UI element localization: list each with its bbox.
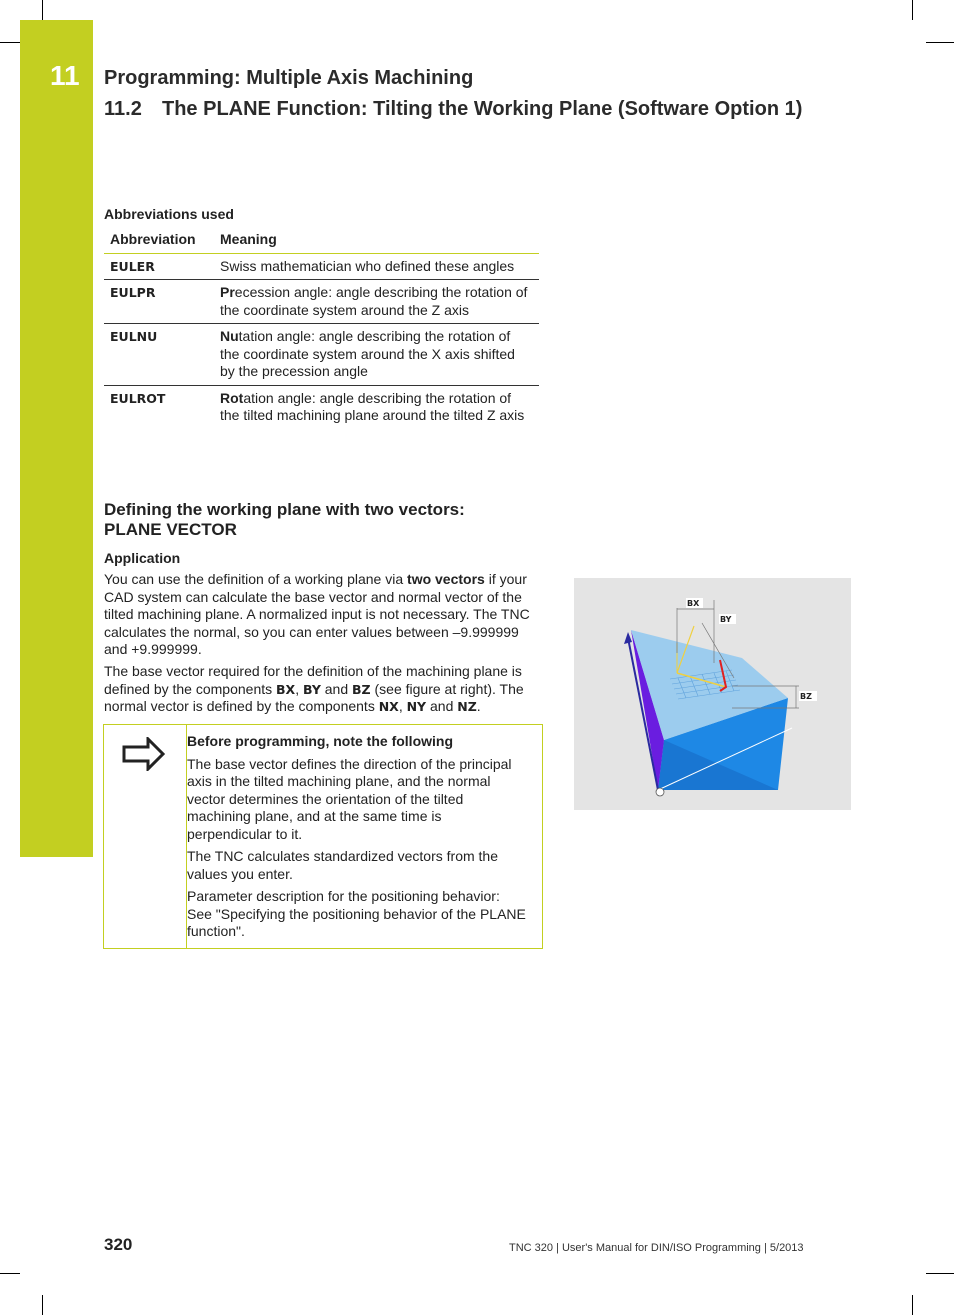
abbreviation-meaning — [214, 280, 539, 324]
abbreviations-table — [104, 228, 539, 429]
text: and — [426, 698, 458, 714]
param-nx: NX — [378, 699, 399, 714]
table-header-row — [104, 228, 539, 253]
paragraph-application — [104, 571, 546, 659]
section-number: 11.2 — [104, 98, 142, 120]
text: (see figure at right). The normal vector is defined by the components — [104, 680, 524, 714]
text: , — [295, 680, 303, 697]
section-heading-line2: PLANE VECTOR — [104, 520, 237, 539]
application-subheading: Application — [104, 550, 181, 566]
note-title — [187, 733, 527, 751]
meaning-text: ecession angle: angle describing the rotation of the coordinate system around the Z axis — [220, 284, 528, 318]
label-bx: BX — [687, 599, 700, 608]
note-text — [187, 733, 527, 946]
chapter-side-bar — [20, 20, 93, 857]
text: You can use the definition of a working plane via — [104, 571, 408, 587]
abbreviation-code: EULPR — [104, 280, 214, 324]
param-bx: BX — [276, 681, 296, 697]
text: and — [320, 680, 353, 697]
table-row — [104, 385, 539, 429]
note-paragraph: The base vector defines the direction of the principal axis in the tilted machining plane, and the normal vector determines the orientation of the tilted machining plane, and at the same time is perpendicular to it. — [187, 755, 512, 842]
label-by: BY — [720, 615, 732, 624]
abbreviation-meaning — [214, 253, 539, 280]
note-box — [103, 724, 543, 949]
meaning-prefix: Nu — [220, 328, 239, 344]
abbreviation-code: EULNU — [104, 324, 214, 386]
plane-vector-figure — [574, 578, 851, 810]
col-abbreviation: Abbreviation — [104, 228, 214, 253]
footer-text: TNC 320 | User's Manual for DIN/ISO Programming | 5/2013 — [509, 1242, 804, 1254]
label-bz: BZ — [800, 692, 812, 701]
meaning-prefix: Pr — [220, 284, 235, 300]
section-heading — [104, 500, 544, 540]
page-number: 320 — [104, 1235, 133, 1254]
arrow-right-icon — [122, 737, 166, 771]
section-title — [104, 98, 802, 121]
crop-mark — [912, 0, 913, 20]
abbreviation-meaning — [214, 385, 539, 429]
crop-mark — [42, 1295, 43, 1315]
text: , — [398, 698, 407, 714]
meaning-text: Swiss mathematician who defined these angles — [220, 257, 515, 274]
text: if your CAD system can calculate the base vector and normal vector of the tilted machining plane. A normalized input is not necessary. The TNC calculates the normal, so you can enter values between –9.999999 and +9.999999. — [104, 571, 530, 657]
param-ny: NY — [406, 699, 427, 714]
crop-mark — [42, 0, 43, 20]
param-nz: NZ — [457, 699, 477, 714]
origin-marker — [656, 788, 664, 796]
meaning-text: ation angle: angle describing the rotation of the tilted machining plane around the tilted Z axis — [220, 389, 525, 423]
meaning-prefix: Rot — [220, 389, 244, 406]
table-row — [104, 280, 539, 324]
abbreviation-code: EULER — [104, 253, 214, 280]
chapter-number: 11 — [50, 60, 80, 91]
col-meaning: Meaning — [214, 228, 539, 253]
crop-mark — [0, 42, 20, 43]
crop-mark — [0, 1273, 20, 1274]
param-by: BY — [302, 681, 321, 697]
meaning-text: tation angle: angle describing the rotation of the coordinate system around the X axis shifted by the precession angle — [220, 328, 515, 379]
note-paragraph: Parameter description for the positioning behavior: See "Specifying the positioning behavior of the PLANE function". — [187, 888, 526, 939]
bold-text: two vectors — [407, 571, 485, 587]
crop-mark — [912, 1295, 913, 1315]
section-title-text: The PLANE Function: Tilting the Working Plane (Software Option 1) — [162, 98, 803, 120]
abbreviation-code: EULROT — [110, 390, 166, 406]
paragraph-base-vector — [104, 663, 546, 716]
abbreviations-heading: Abbreviations used — [104, 206, 234, 222]
table-row — [104, 253, 539, 280]
note-title-text: Before programming, note the following — [187, 733, 453, 749]
section-heading-line1: Defining the working plane with two vectors: — [104, 500, 465, 519]
chapter-title: Programming: Multiple Axis Machining — [104, 67, 474, 89]
crop-mark — [926, 1273, 954, 1274]
note-paragraph: The TNC calculates standardized vectors from the values you enter. — [187, 848, 498, 882]
abbreviation-meaning — [214, 324, 539, 386]
text: The base vector required for the definition of the machining plane is defined by the components — [104, 663, 522, 697]
table-row — [104, 324, 539, 386]
crop-mark — [926, 42, 954, 43]
text: . — [476, 698, 481, 714]
param-bz: BZ — [352, 681, 371, 697]
